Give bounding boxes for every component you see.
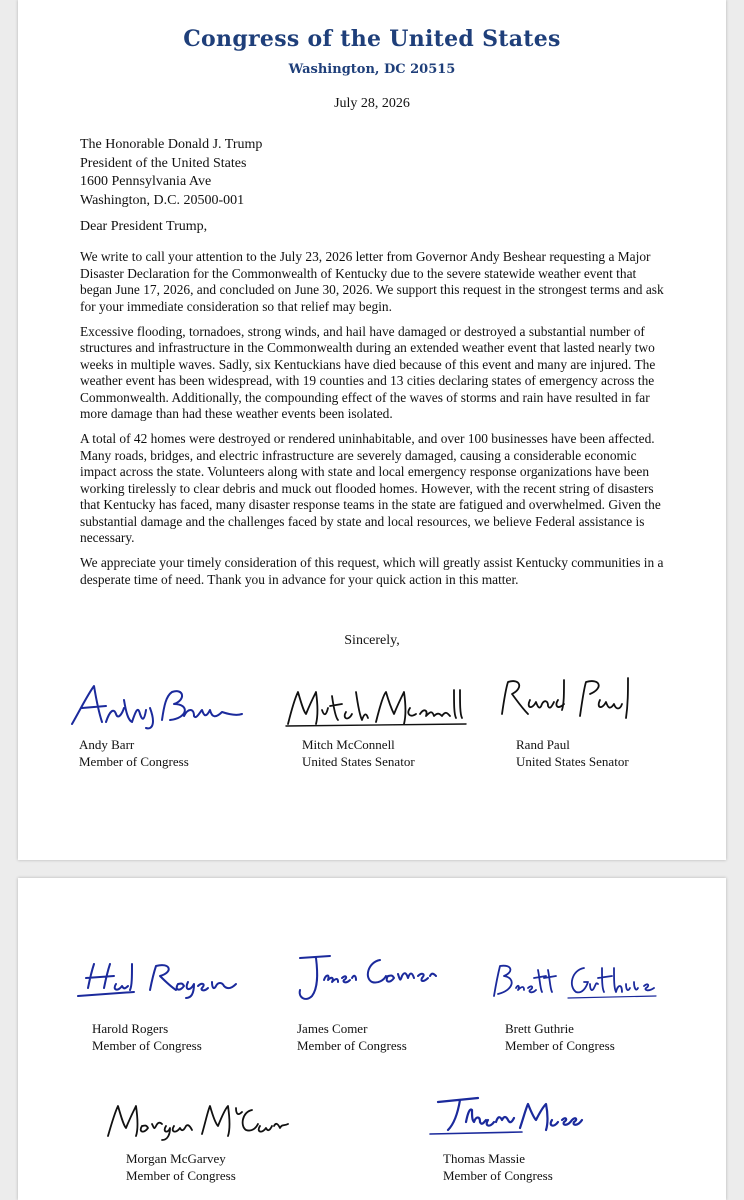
signer-block: [79, 736, 189, 770]
signer-block: [516, 736, 629, 770]
body-paragraph: We write to call your attention to the July 23, 2026 letter from Governor Andy Beshear requesting a Major Disaster Declaration for the Commonwealth of Kentucky due to the severe statewide weather event that began June 17, 2026, and concluded on June 30, 2026. We support this request in the strongest terms and ask for your immediate consideration so that relief may begin.: [80, 249, 664, 314]
signer-name: James Comer: [297, 1021, 368, 1036]
letter-date: July 28, 2026: [334, 96, 410, 111]
letterhead-subtitle: Washington, DC 20515: [288, 62, 456, 77]
recipient-line: Washington, D.C. 20500-001: [80, 192, 245, 208]
signature-rand-paul: [496, 674, 646, 722]
signer-block: [92, 1020, 202, 1054]
signer-name: Harold Rogers: [92, 1021, 169, 1036]
body-paragraph: A total of 42 homes were destroyed or rendered uninhabitable, and over 100 businesses have been affected. Many roads, bridges, and electric infrastructure are severely damaged, causing a considerable economic impact across the state. Volunteers along with state and local emergency response organizations have been working tirelessly to clear debris and muck out flooded homes. However, with the recent string of disasters that Kentucky has faced, many disaster response teams in the state are fatigued and overwhelmed. Given the substantial damage and the challenges faced by state and local resources, we believe Federal assistance is necessary.: [80, 431, 661, 545]
signer-title: Member of Congress: [297, 1038, 407, 1053]
signer-title: United States Senator: [302, 754, 415, 769]
closing: Sincerely,: [344, 633, 400, 648]
signer-block: [302, 736, 415, 770]
letter-page-2: [18, 878, 726, 1200]
signature-brett-guthrie: [488, 960, 658, 1004]
letterhead-title: Congress of the United States: [183, 26, 561, 52]
signer-block: [297, 1020, 407, 1054]
signer-name: Rand Paul: [516, 737, 570, 752]
letter-body: [80, 249, 668, 597]
signer-title: Member of Congress: [443, 1168, 553, 1183]
signature-andy-barr: [66, 680, 246, 730]
signer-name: Morgan McGarvey: [126, 1151, 226, 1166]
letter-page-1: [18, 0, 726, 860]
signature-morgan-mcgarvey: [102, 1098, 292, 1142]
signer-title: United States Senator: [516, 754, 629, 769]
signer-block: [126, 1150, 236, 1184]
signature-mitch-mcconnell: [280, 684, 470, 730]
signer-name: Andy Barr: [79, 737, 135, 752]
signer-title: Member of Congress: [92, 1038, 202, 1053]
salutation: Dear President Trump,: [80, 219, 208, 234]
body-paragraph: We appreciate your timely consideration of this request, which will greatly assist Kentucky communities in a desperate time of need. Thank you in advance for your quick action in this matter.: [80, 555, 664, 587]
signature-thomas-massie: [426, 1092, 586, 1136]
recipient-line: 1600 Pennsylvania Ave: [80, 174, 212, 189]
body-paragraph: Excessive flooding, tornadoes, strong winds, and hail have damaged or destroyed a substantial number of structures and infrastructure in the Commonwealth during an extended weather event that lasted nearly two weeks in multiple waves. Sadly, six Kentuckians have died because of this event and many are injured. The weather event has been widespread, with 19 counties and 13 cities declaring states of emergency across the Commonwealth. Additionally, the compounding effect of the waves of storms and rain have resulted in far more damage than had these weather events been isolated.: [80, 323, 656, 421]
signer-title: Member of Congress: [79, 754, 189, 769]
signature-james-comer: [290, 950, 440, 1006]
signer-name: Thomas Massie: [443, 1151, 525, 1166]
recipient-line: The Honorable Donald J. Trump: [80, 137, 263, 152]
recipient-line: President of the United States: [80, 155, 247, 171]
signature-hal-rogers: [74, 958, 244, 1002]
signer-name: Brett Guthrie: [505, 1021, 574, 1036]
signer-title: Member of Congress: [505, 1038, 615, 1053]
signer-name: Mitch McConnell: [302, 737, 395, 752]
recipient-address: [80, 136, 262, 210]
signer-block: [505, 1020, 615, 1054]
signer-block: [443, 1150, 553, 1184]
signer-title: Member of Congress: [126, 1168, 236, 1183]
